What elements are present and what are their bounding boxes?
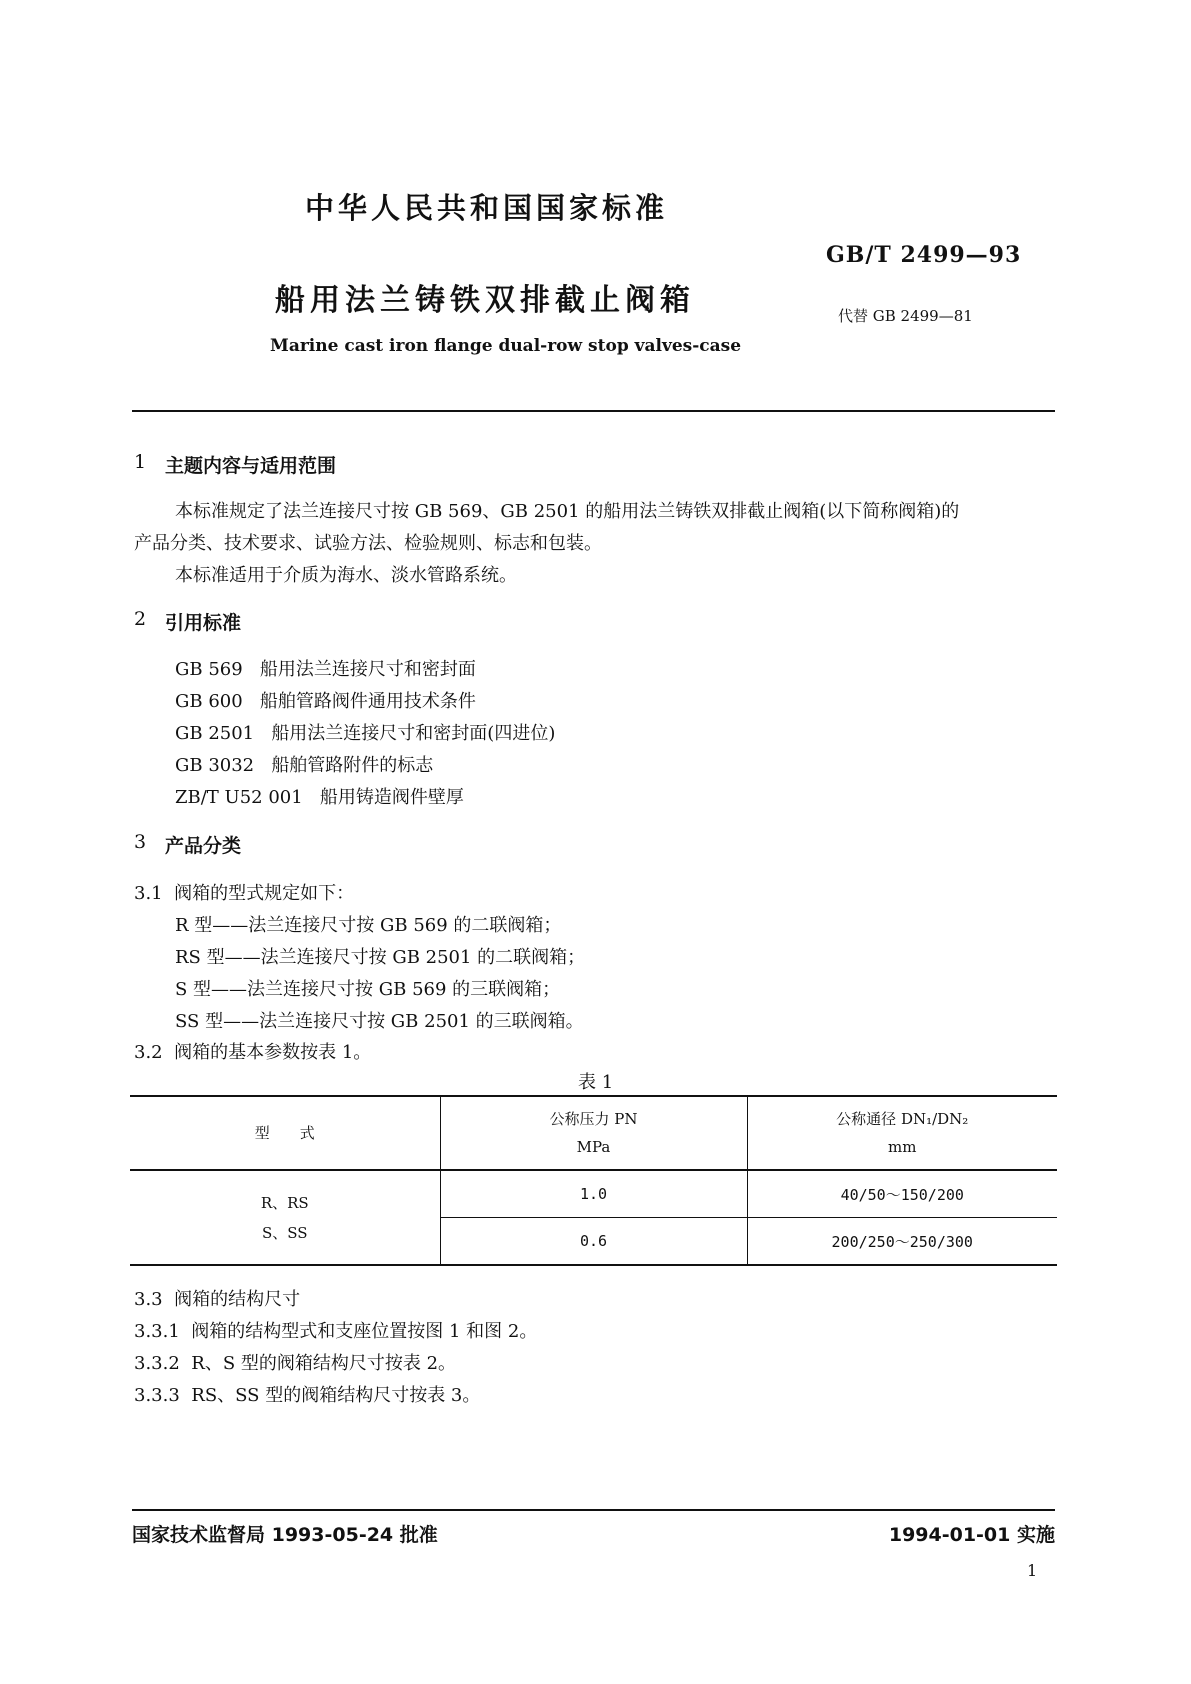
approval-statement: 国家技术监督局 1993-05-24 批准 (132, 1524, 438, 1546)
section-2-number: 2 (134, 608, 147, 630)
type-line-2: S、SS (261, 1223, 308, 1242)
type-item: S 型——法兰连接尺寸按 GB 569 的三联阀箱； (175, 979, 561, 1000)
section-3-title: 产品分类 (165, 835, 242, 857)
clause-number: 3.3.2 (134, 1353, 180, 1374)
clause-text: 阀箱的型式规定如下： (174, 883, 355, 904)
reference-name: 船用铸造阀件壁厚 (319, 787, 464, 808)
table-row (130, 1170, 1057, 1218)
reference-code: GB 3032 (175, 755, 255, 776)
clause-number: 3.3.3 (134, 1385, 180, 1406)
clause-number: 3.1 (134, 883, 163, 904)
clause-number: 3.3.1 (134, 1321, 180, 1342)
reference-code: GB 2501 (175, 723, 255, 744)
reference-item (175, 687, 476, 713)
table-header-row (130, 1096, 1057, 1170)
section-2-title: 引用标准 (165, 612, 242, 634)
type-item: SS 型——法兰连接尺寸按 GB 2501 的三联阀箱。 (175, 1011, 584, 1032)
reference-item (175, 751, 433, 777)
section-1-para-2: 本标准适用于介质为海水、淡水管路系统。 (175, 565, 517, 586)
header-diameter (747, 1096, 1057, 1170)
clause-3-2 (134, 1038, 371, 1064)
header-divider (132, 410, 1055, 412)
type-line-1: R、RS (260, 1193, 309, 1212)
reference-item (175, 655, 476, 681)
clause-3-3-1 (134, 1317, 537, 1343)
header-pressure-unit: MPa (576, 1138, 611, 1156)
national-standard-heading: 中华人民共和国国家标准 (305, 191, 669, 225)
clause-text: RS、SS 型的阀箱结构尺寸按表 3。 (191, 1385, 481, 1406)
clause-text: 阀箱的结构型式和支座位置按图 1 和图 2。 (191, 1321, 538, 1342)
reference-name: 船用法兰连接尺寸和密封面(四进位) (271, 723, 556, 744)
type-item: R 型——法兰连接尺寸按 GB 569 的二联阀箱； (175, 915, 562, 936)
reference-code: GB 600 (175, 691, 243, 712)
header-pressure-label: 公称压力 PN (549, 1110, 638, 1128)
document-title-cn: 船用法兰铸铁双排截止阀箱 (275, 283, 695, 318)
clause-3-3-2 (134, 1349, 456, 1375)
footer-divider (132, 1509, 1055, 1511)
clause-3-3 (134, 1285, 300, 1311)
replaces-note: 代替 GB 2499—81 (838, 307, 973, 325)
clause-3-3-3 (134, 1381, 480, 1407)
clause-text: R、S 型的阀箱结构尺寸按表 2。 (191, 1353, 457, 1374)
table-caption: 表 1 (578, 1072, 614, 1093)
section-3-number: 3 (134, 831, 147, 853)
document-title-en: Marine cast iron flange dual-row stop valves-case (270, 336, 742, 356)
diameter-cell: 40/50～150/200 (747, 1170, 1057, 1218)
reference-name: 船舶管路阀件通用技术条件 (259, 691, 476, 712)
clause-text: 阀箱的基本参数按表 1。 (174, 1042, 372, 1063)
header-type: 型 式 (130, 1096, 440, 1170)
section-1-number: 1 (134, 451, 147, 473)
section-1-title: 主题内容与适用范围 (165, 455, 337, 477)
clause-number: 3.2 (134, 1042, 163, 1063)
type-item: RS 型——法兰连接尺寸按 GB 2501 的二联阀箱； (175, 947, 586, 968)
reference-item (175, 783, 464, 809)
header-diameter-unit: mm (888, 1138, 917, 1156)
pressure-cell: 0.6 (440, 1218, 747, 1266)
reference-code: ZB/T U52 001 (175, 787, 303, 808)
implementation-date: 1994-01-01 实施 (888, 1524, 1055, 1546)
section-1-para-1-line-1: 本标准规定了法兰连接尺寸按 GB 569、GB 2501 的船用法兰铸铁双排截止阀箱(以下简称阀箱)的 (175, 501, 960, 522)
reference-code: GB 569 (175, 659, 243, 680)
parameter-table (130, 1095, 1057, 1266)
clause-3-1 (134, 879, 354, 905)
page-number: 1 (1027, 1561, 1038, 1580)
clause-text: 阀箱的结构尺寸 (174, 1289, 301, 1310)
type-cell (130, 1170, 440, 1265)
reference-name: 船用法兰连接尺寸和密封面 (259, 659, 476, 680)
pressure-cell: 1.0 (440, 1170, 747, 1218)
standard-code: GB/T 2499—93 (826, 242, 1022, 268)
section-1-para-1-line-2: 产品分类、技术要求、试验方法、检验规则、标志和包装。 (134, 533, 602, 554)
header-diameter-label: 公称通径 DN₁/DN₂ (836, 1110, 969, 1128)
clause-number: 3.3 (134, 1289, 163, 1310)
diameter-cell: 200/250～250/300 (747, 1218, 1057, 1266)
header-pressure (440, 1096, 747, 1170)
reference-item (175, 719, 555, 745)
reference-name: 船舶管路附件的标志 (271, 755, 434, 776)
